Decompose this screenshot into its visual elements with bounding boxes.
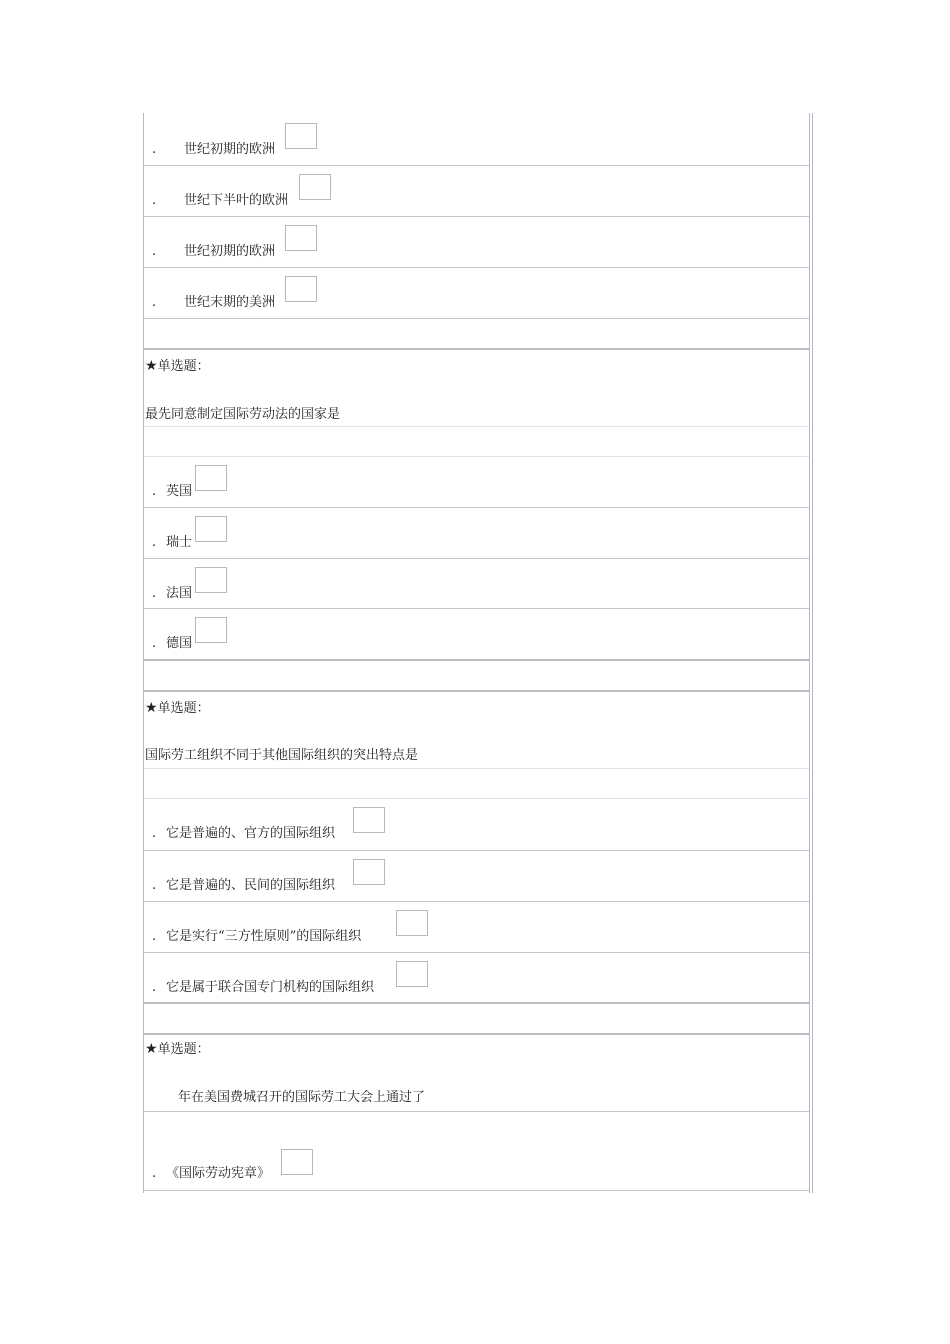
option-text: 它是普遍的、官方的国际组织 bbox=[166, 826, 336, 841]
answer-checkbox[interactable] bbox=[396, 961, 428, 987]
option-text: 《国际劳动宪章》 bbox=[166, 1166, 271, 1181]
answer-checkbox[interactable] bbox=[396, 910, 428, 936]
option-row[interactable] bbox=[144, 268, 809, 319]
option-row[interactable] bbox=[144, 166, 809, 217]
answer-checkbox[interactable] bbox=[299, 174, 331, 200]
question-separator bbox=[144, 661, 809, 692]
question-type: 单选题： bbox=[157, 701, 210, 716]
option-marker: . bbox=[152, 484, 157, 499]
answer-checkbox[interactable] bbox=[285, 276, 317, 302]
question-header bbox=[144, 1035, 809, 1075]
question-separator bbox=[144, 1004, 809, 1035]
question-stem bbox=[144, 390, 809, 427]
answer-checkbox[interactable] bbox=[195, 465, 227, 491]
option-marker: . bbox=[152, 636, 157, 651]
question-separator bbox=[144, 319, 809, 350]
option-row[interactable] bbox=[144, 457, 809, 508]
option-text: 法国 bbox=[166, 586, 193, 601]
question-header bbox=[144, 692, 809, 732]
option-text: 世纪末期的美洲 bbox=[184, 295, 276, 310]
option-text: 德国 bbox=[166, 636, 193, 651]
option-row[interactable] bbox=[144, 1112, 809, 1191]
option-marker: . bbox=[152, 878, 157, 893]
option-marker: . bbox=[152, 142, 157, 157]
option-marker: . bbox=[152, 980, 157, 995]
answer-checkbox[interactable] bbox=[281, 1149, 313, 1175]
option-text: 世纪下半叶的欧洲 bbox=[184, 193, 289, 208]
question-stem-text: 年在美国费城召开的国际劳工大会上通过了 bbox=[178, 1090, 426, 1105]
question-stem-text: 最先同意制定国际劳动法的国家是 bbox=[145, 407, 341, 422]
option-marker: . bbox=[152, 826, 157, 841]
answer-checkbox[interactable] bbox=[195, 567, 227, 593]
option-text: 它是普遍的、民间的国际组织 bbox=[166, 878, 336, 893]
question-type: 单选题： bbox=[157, 1042, 210, 1057]
star-icon: ★ bbox=[145, 358, 158, 374]
option-text: 世纪初期的欧洲 bbox=[184, 244, 276, 259]
answer-checkbox[interactable] bbox=[195, 516, 227, 542]
answer-checkbox[interactable] bbox=[285, 225, 317, 251]
option-text: 瑞士 bbox=[166, 535, 193, 550]
option-row[interactable] bbox=[144, 851, 809, 902]
option-marker: . bbox=[152, 244, 157, 259]
option-row[interactable] bbox=[144, 508, 809, 559]
option-text: 英国 bbox=[166, 484, 193, 499]
option-row[interactable] bbox=[144, 113, 809, 166]
option-marker: . bbox=[152, 193, 157, 208]
answer-checkbox[interactable] bbox=[285, 123, 317, 149]
question-stem bbox=[144, 732, 809, 769]
option-marker: . bbox=[152, 586, 157, 601]
option-text: 世纪初期的欧洲 bbox=[184, 142, 276, 157]
option-marker: . bbox=[152, 1166, 157, 1181]
star-icon: ★ bbox=[145, 1041, 158, 1057]
spacer-row bbox=[144, 769, 809, 799]
question-stem bbox=[144, 1075, 809, 1112]
option-text: 它是实行“三方性原则”的国际组织 bbox=[166, 929, 362, 944]
question-header bbox=[144, 350, 809, 390]
option-row[interactable] bbox=[144, 799, 809, 851]
answer-checkbox[interactable] bbox=[353, 859, 385, 885]
option-row[interactable] bbox=[144, 953, 809, 1004]
option-row[interactable] bbox=[144, 217, 809, 268]
question-type: 单选题： bbox=[157, 359, 210, 374]
spacer-row bbox=[144, 427, 809, 457]
option-marker: . bbox=[152, 929, 157, 944]
option-row[interactable] bbox=[144, 559, 809, 609]
option-marker: . bbox=[152, 535, 157, 550]
star-icon: ★ bbox=[145, 700, 158, 716]
answer-checkbox[interactable] bbox=[353, 807, 385, 833]
option-text: 它是属于联合国专门机构的国际组织 bbox=[166, 980, 375, 995]
question-stem-text: 国际劳工组织不同于其他国际组织的突出特点是 bbox=[145, 748, 419, 763]
question-sheet bbox=[143, 113, 810, 1193]
option-row[interactable] bbox=[144, 609, 809, 661]
option-marker: . bbox=[152, 295, 157, 310]
option-row[interactable] bbox=[144, 902, 809, 953]
answer-checkbox[interactable] bbox=[195, 617, 227, 643]
